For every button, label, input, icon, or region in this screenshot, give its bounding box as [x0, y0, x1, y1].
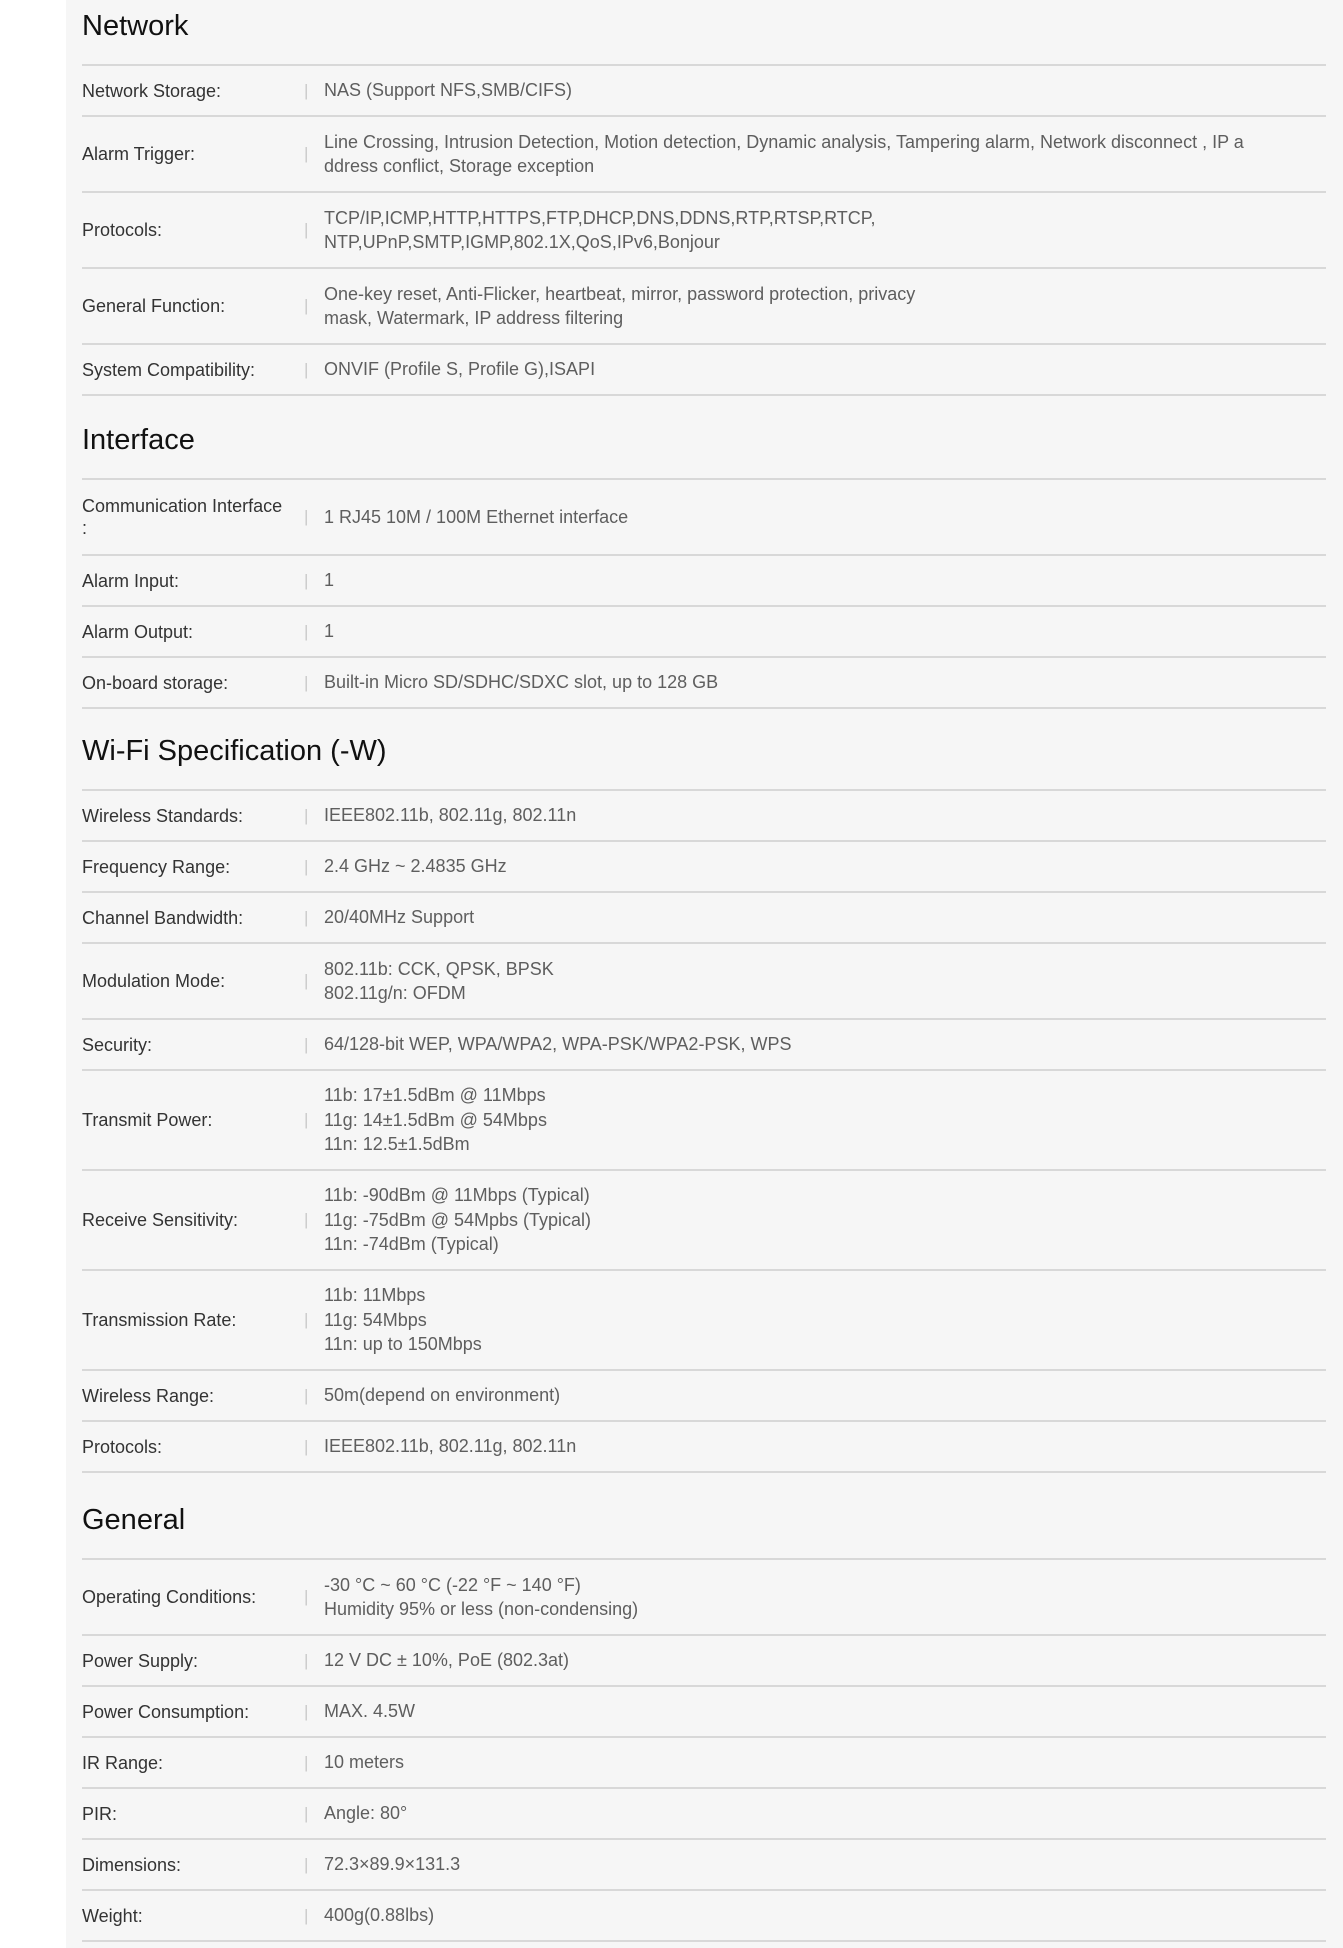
spec-row — [82, 480, 1326, 556]
spec-row — [82, 1171, 1326, 1271]
separator: | — [304, 971, 309, 990]
section-title: Network — [82, 0, 1326, 66]
separator: | — [304, 621, 309, 641]
spec-value: Line Crossing, Intrusion Detection, Motion detection, Dynamic analysis, Tampering alarm, Network disconnect , IP a ddress conflict, Storage exception — [324, 131, 1244, 176]
spec-value: MAX. 4.5W — [324, 1701, 416, 1722]
spec-row — [82, 1371, 1326, 1422]
spec-value: TCP/IP,ICMP,HTTP,HTTPS,FTP,DHCP,DNS,DDNS,RTP,RTSP,RTCP, NTP,UPnP,SMTP,IGMP,802.1X,QoS,IPv6,Bonjour — [324, 207, 876, 252]
spec-label: Transmission Rate: — [82, 1310, 237, 1330]
separator: | — [304, 1110, 309, 1129]
separator: | — [304, 1310, 309, 1329]
spec-row — [82, 658, 1326, 709]
spec-value: IEEE802.11b, 802.11g, 802.11n — [324, 805, 577, 826]
spec-label: Operating Conditions: — [82, 1587, 257, 1607]
spec-value: 72.3×89.9×131.3 — [324, 1854, 461, 1875]
separator: | — [304, 907, 309, 927]
spec-label: Protocols: — [82, 220, 163, 240]
section-general — [82, 1494, 1326, 1942]
separator: | — [304, 1701, 309, 1721]
spec-row — [82, 269, 1326, 345]
spec-label: Network Storage: — [82, 80, 222, 101]
spec-label: IR Range: — [82, 1752, 164, 1773]
separator: | — [304, 1587, 309, 1606]
spec-value: 1 — [324, 621, 335, 642]
spec-row — [82, 1738, 1326, 1789]
spec-label: General Function: — [82, 296, 226, 316]
spec-value: 11b: -90dBm @ 11Mbps (Typical) 11g: -75dBm @ 54Mpbs (Typical) 11n: -74dBm (Typical) — [324, 1185, 592, 1255]
section-wifi — [82, 725, 1326, 1473]
spec-label: Power Consumption: — [82, 1701, 250, 1722]
separator: | — [304, 672, 309, 692]
spec-panel — [66, 0, 1343, 1948]
spec-value: -30 °C ~ 60 °C (-22 °F ~ 140 °F) Humidity 95% or less (non-condensing) — [324, 1574, 639, 1619]
spec-value: Angle: 80° — [324, 1803, 408, 1824]
spec-row — [82, 1422, 1326, 1473]
spec-label: Receive Sensitivity: — [82, 1210, 239, 1230]
spec-row — [82, 1020, 1326, 1071]
spec-label: PIR: — [82, 1803, 118, 1824]
spec-value: 11b: 11Mbps 11g: 54Mbps 11n: up to 150Mbps — [324, 1285, 482, 1355]
spec-row — [82, 944, 1326, 1020]
separator: | — [304, 570, 309, 590]
section-title: Wi-Fi Specification (-W) — [82, 725, 1326, 791]
spec-value: 20/40MHz Support — [324, 907, 475, 928]
separator: | — [304, 1210, 309, 1229]
separator: | — [304, 1385, 309, 1405]
spec-row — [82, 345, 1326, 396]
spec-label: Frequency Range: — [82, 856, 231, 877]
spec-label: Weight: — [82, 1905, 143, 1926]
spec-value: 10 meters — [324, 1752, 405, 1773]
spec-row — [82, 893, 1326, 944]
spec-value: NAS (Support NFS,SMB/CIFS) — [324, 80, 573, 101]
spec-label: Transmit Power: — [82, 1110, 213, 1130]
spec-row — [82, 193, 1326, 269]
spec-row — [82, 1789, 1326, 1840]
spec-value: 12 V DC ± 10%, PoE (802.3at) — [324, 1650, 570, 1671]
section-title: General — [82, 1494, 1326, 1560]
spec-value: 400g(0.88lbs) — [324, 1905, 435, 1926]
spec-row — [82, 791, 1326, 842]
spec-value: Built-in Micro SD/SDHC/SDXC slot, up to 128 GB — [324, 672, 719, 693]
spec-label: Wireless Standards: — [82, 805, 244, 826]
spec-value: 2.4 GHz ~ 2.4835 GHz — [324, 856, 507, 877]
spec-row — [82, 66, 1326, 117]
separator: | — [304, 296, 309, 315]
spec-label: Power Supply: — [82, 1650, 199, 1671]
spec-label: Wireless Range: — [82, 1385, 215, 1406]
spec-label: Communication Interface : — [82, 496, 283, 538]
separator: | — [304, 359, 309, 379]
spec-label: Alarm Input: — [82, 570, 180, 591]
spec-label: Alarm Output: — [82, 621, 194, 642]
separator: | — [304, 1436, 309, 1456]
separator: | — [304, 220, 309, 239]
section-interface — [82, 414, 1326, 709]
separator: | — [304, 507, 309, 526]
spec-label: Protocols: — [82, 1436, 163, 1457]
separator: | — [304, 1650, 309, 1670]
spec-value: 1 RJ45 10M / 100M Ethernet interface — [324, 506, 629, 527]
spec-value: One-key reset, Anti-Flicker, heartbeat, mirror, password protection, privacy mask, Watermark, IP address filtering — [324, 283, 916, 328]
spec-label: Dimensions: — [82, 1854, 182, 1875]
spec-row — [82, 1271, 1326, 1371]
spec-row — [82, 1891, 1326, 1942]
spec-row — [82, 1636, 1326, 1687]
separator: | — [304, 1905, 309, 1925]
separator: | — [304, 856, 309, 876]
separator: | — [304, 1034, 309, 1054]
separator: | — [304, 1854, 309, 1874]
separator: | — [304, 1752, 309, 1772]
separator: | — [304, 144, 309, 163]
spec-label: Security: — [82, 1034, 153, 1055]
spec-row — [82, 1687, 1326, 1738]
spec-value: 11b: 17±1.5dBm @ 11Mbps 11g: 14±1.5dBm @ 54Mbps 11n: 12.5±1.5dBm — [324, 1085, 547, 1155]
spec-value: 64/128-bit WEP, WPA/WPA2, WPA-PSK/WPA2-PSK, WPS — [324, 1034, 792, 1055]
spec-value: 50m(depend on environment) — [324, 1385, 561, 1406]
spec-row — [82, 1071, 1326, 1171]
spec-value: IEEE802.11b, 802.11g, 802.11n — [324, 1436, 577, 1457]
separator: | — [304, 1803, 309, 1823]
spec-label: Modulation Mode: — [82, 971, 226, 991]
spec-value: 1 — [324, 570, 335, 591]
spec-row — [82, 1840, 1326, 1891]
spec-label: Alarm Trigger: — [82, 144, 196, 164]
spec-value: 802.11b: CCK, QPSK, BPSK 802.11g/n: OFDM — [324, 958, 554, 1003]
spec-row — [82, 117, 1326, 193]
separator: | — [304, 805, 309, 825]
spec-label: System Compatibility: — [82, 359, 256, 380]
section-network — [82, 0, 1326, 396]
spec-row — [82, 607, 1326, 658]
spec-value: ONVIF (Profile S, Profile G),ISAPI — [324, 359, 596, 380]
separator: | — [304, 80, 309, 100]
spec-label: Channel Bandwidth: — [82, 907, 244, 928]
section-title: Interface — [82, 414, 1326, 480]
spec-row — [82, 556, 1326, 607]
spec-row — [82, 1560, 1326, 1636]
spec-row — [82, 842, 1326, 893]
spec-label: On-board storage: — [82, 672, 229, 693]
